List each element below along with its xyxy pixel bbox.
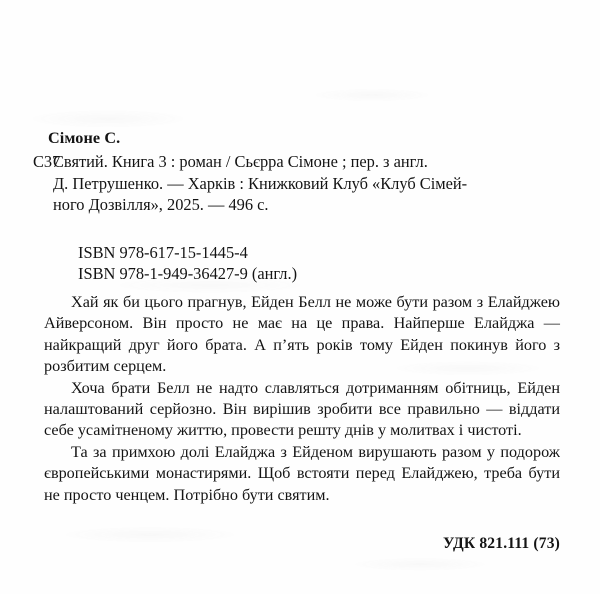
annotation-paragraph-2: Хоча брати Белл не надто славляться дотриманням обітниць, Ейден налаштований серйозно. Він вирішив зробити все правильно — віддати себе усамітненому життю, провести решту днів у молитвах і чистоті.	[44, 378, 560, 440]
isbn-primary: ISBN 978-617-15-1445-4	[78, 243, 248, 262]
annotation-paragraph-1: Хай як би цього прагнув, Ейден Белл не може бути разом з Елайджею Айверсоном. Він просто не має на це права. Найперше Елайджа — найкращий друг його брата. А п’ять років тому Ейден покинув його з розбитим серцем.	[44, 293, 560, 376]
author-heading: Сімоне С.	[48, 129, 121, 147]
cip-description-line-2: Д. Петрушенко. — Харків : Книжковий Клуб «Клуб Сімей-	[53, 173, 468, 193]
cip-description	[53, 151, 562, 216]
shelf-code: С37	[33, 152, 61, 171]
cip-block	[0, 128, 600, 216]
annotation-text	[44, 292, 560, 506]
isbn-block	[78, 243, 297, 284]
annotation-paragraph-3: Та за примхою долі Елайджа з Ейденом вирушають разом у подорож європейськими монастирями. Щоб встояти перед Елайджею, треба бути не просто ченцем. Потрібно бути святим.	[44, 442, 560, 504]
cip-description-row	[0, 151, 600, 216]
udk-classification: УДК 821.111 (73)	[442, 535, 560, 552]
isbn-secondary: ISBN 978-1-949-36427-9 (англ.)	[78, 263, 298, 283]
cip-description-line-1: Святий. Книга 3 : роман / Сьєрра Сімоне ; пер. з англ.	[53, 152, 428, 171]
cip-description-line-3: ного Дозвілля», 2025. — 496 с.	[53, 195, 269, 214]
